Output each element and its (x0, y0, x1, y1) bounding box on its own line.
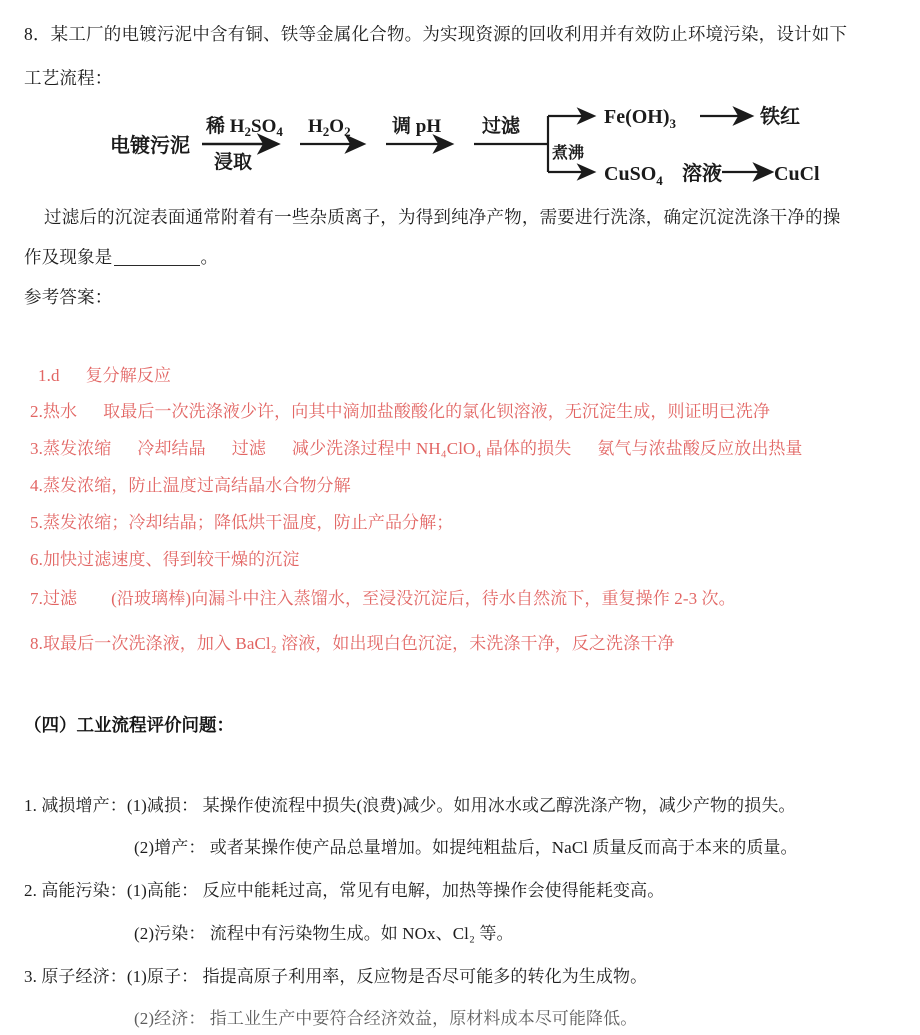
question-line-2: 工艺流程： (24, 68, 113, 88)
answer-3-seg-5: 氨气与浓盐酸反应放出热量 (597, 439, 803, 458)
answer-6-num: 6. (30, 550, 43, 569)
answer-4-seg-1: 蒸发浓缩，防止温度过高结晶水合物分解 (42, 476, 351, 495)
evaluation-1-num: 1. (24, 796, 37, 815)
answer-3-seg-3: 过滤 (231, 439, 266, 458)
evaluation-1-sublabel: (1)减损： (126, 796, 199, 815)
answer-3-seg-2: 冷却结晶 (137, 439, 206, 458)
svg-text:H2O2: $H_2O_2$ (308, 116, 351, 139)
question-line-1: 8．某工厂的电镀污泥中含有铜、铁等金属化合物。为实现资源的回收利用并有效防止环境污染，设计如下 (24, 24, 848, 44)
evaluation-2-sublabel: (2)增产： (134, 838, 206, 857)
answer-7-seg-2: (沿玻璃棒)向漏斗中注入蒸馏水，至浸没沉淀后，待水自然流下，重复操作 2-3 次。 (111, 589, 736, 608)
answer-item-3 (30, 434, 803, 459)
prompt-line-2-after: 。 (200, 247, 219, 267)
evaluation-3-term: 高能污染： (41, 881, 127, 900)
evaluation-item-3 (24, 876, 664, 901)
evaluation-4-sublabel: (2)污染： (134, 924, 206, 943)
svg-text:铁红: 铁红 (760, 106, 800, 128)
prompt-line-1: 过滤后的沉淀表面通常附着有一些杂质离子，为得到纯净产物，需要进行洗涤，确定沉淀洗涤干净的操 (44, 207, 841, 227)
answer-item-6 (30, 545, 299, 570)
answers-heading: 参考答案： (24, 287, 113, 307)
answer-8-seg-1: 取最后一次洗涤液，加入 BaCl₂ 溶液，如出现白色沉淀，未洗涤干净，反之洗涤干净 (42, 634, 675, 653)
svg-text:溶液: 溶液 (682, 163, 722, 185)
evaluation-5-sublabel: (1)原子： (126, 967, 199, 986)
answer-item-4 (30, 471, 351, 496)
answer-8-num: 8. (30, 634, 43, 653)
svg-text:浸取: 浸取 (214, 152, 253, 173)
answer-item-2 (30, 397, 770, 422)
evaluation-1-subtext: 某操作使流程中损失(浪费)减少。如用冰水或乙醇洗涤产物，减少产物的损失。 (202, 796, 796, 815)
answer-item-7 (30, 584, 736, 609)
answer-blank[interactable] (114, 265, 200, 266)
svg-text:Fe(OH)3: $Fe(OH)_3$ (604, 106, 677, 131)
prompt-line-2-before: 作及现象是 (24, 247, 113, 267)
svg-text:CuSO4: CuSO$_4$ (604, 163, 663, 188)
svg-text:CuCl: CuCl (774, 163, 820, 185)
answer-7-num: 7. (30, 589, 43, 608)
answer-4-num: 4. (30, 476, 43, 495)
evaluation-3-sublabel: (1)高能： (126, 881, 199, 900)
answer-5-num: 5. (30, 513, 43, 532)
evaluation-6-sublabel: (2)经济： (134, 1009, 206, 1028)
evaluation-item-4 (134, 919, 514, 944)
evaluation-2-subtext: 或者某操作使产品总量增加。如提纯粗盐后，NaCl 质量反而高于本来的质量。 (209, 838, 798, 857)
answer-3-num: 3. (30, 439, 43, 458)
evaluation-item-5 (24, 962, 647, 987)
answer-5-seg-1: 蒸发浓缩；冷却结晶；降低烘干温度，防止产品分解； (42, 513, 454, 532)
svg-text:煮沸: 煮沸 (552, 145, 585, 162)
section-heading: （四）工业流程评价问题： (24, 715, 234, 735)
evaluation-item-1 (24, 791, 796, 816)
answer-1-seg-2: 复分解反应 (85, 366, 172, 385)
answer-3-seg-1: 蒸发浓缩 (42, 439, 112, 458)
answer-3-seg-4: 减少洗涤过程中 NH₄ClO₄ 晶体的损失 (291, 439, 572, 458)
evaluation-item-2 (134, 833, 798, 858)
evaluation-5-num: 3. (24, 967, 37, 986)
svg-text:电镀污泥: 电镀污泥 (110, 135, 190, 157)
answer-2-seg-2: 取最后一次洗涤液少许，向其中滴加盐酸酸化的氯化钡溶液，无沉淀生成，则证明已洗净 (103, 402, 771, 421)
answer-2-seg-1: 热水 (42, 402, 78, 421)
answer-7-seg-1: 过滤 (42, 589, 78, 608)
evaluation-4-subtext: 流程中有污染物生成。如 NOx、Cl₂ 等。 (209, 924, 514, 943)
evaluation-5-subtext: 指提高原子利用率，反应物是否尽可能多的转化为生成物。 (202, 967, 648, 986)
answer-item-1 (38, 361, 171, 386)
evaluation-5-term: 原子经济： (41, 967, 127, 986)
evaluation-item-6 (134, 1004, 637, 1029)
svg-text:稀 H2SO4: 稀 $H_2SO_4$ (206, 116, 283, 139)
svg-text:调 pH: 调 pH (392, 116, 442, 137)
answer-6-seg-1: 加快过滤速度、得到较干燥的沉淀 (42, 550, 300, 569)
evaluation-6-subtext: 指工业生产中要符合经济效益，原材料成本尽可能降低。 (209, 1009, 638, 1028)
answer-item-8 (30, 629, 674, 654)
prompt-line-2 (24, 249, 218, 267)
answer-2-num: 2. (30, 402, 43, 421)
evaluation-3-num: 2. (24, 881, 37, 900)
evaluation-1-term: 减损增产： (41, 796, 127, 815)
process-flowchart (110, 100, 830, 188)
svg-text:过滤: 过滤 (482, 116, 521, 137)
evaluation-3-subtext: 反应中能耗过高，常见有电解，加热等操作会使得能耗变高。 (202, 881, 665, 900)
answer-1-seg-1: d (50, 366, 60, 385)
answer-1-num: 1. (38, 366, 51, 385)
answer-item-5 (30, 508, 453, 533)
